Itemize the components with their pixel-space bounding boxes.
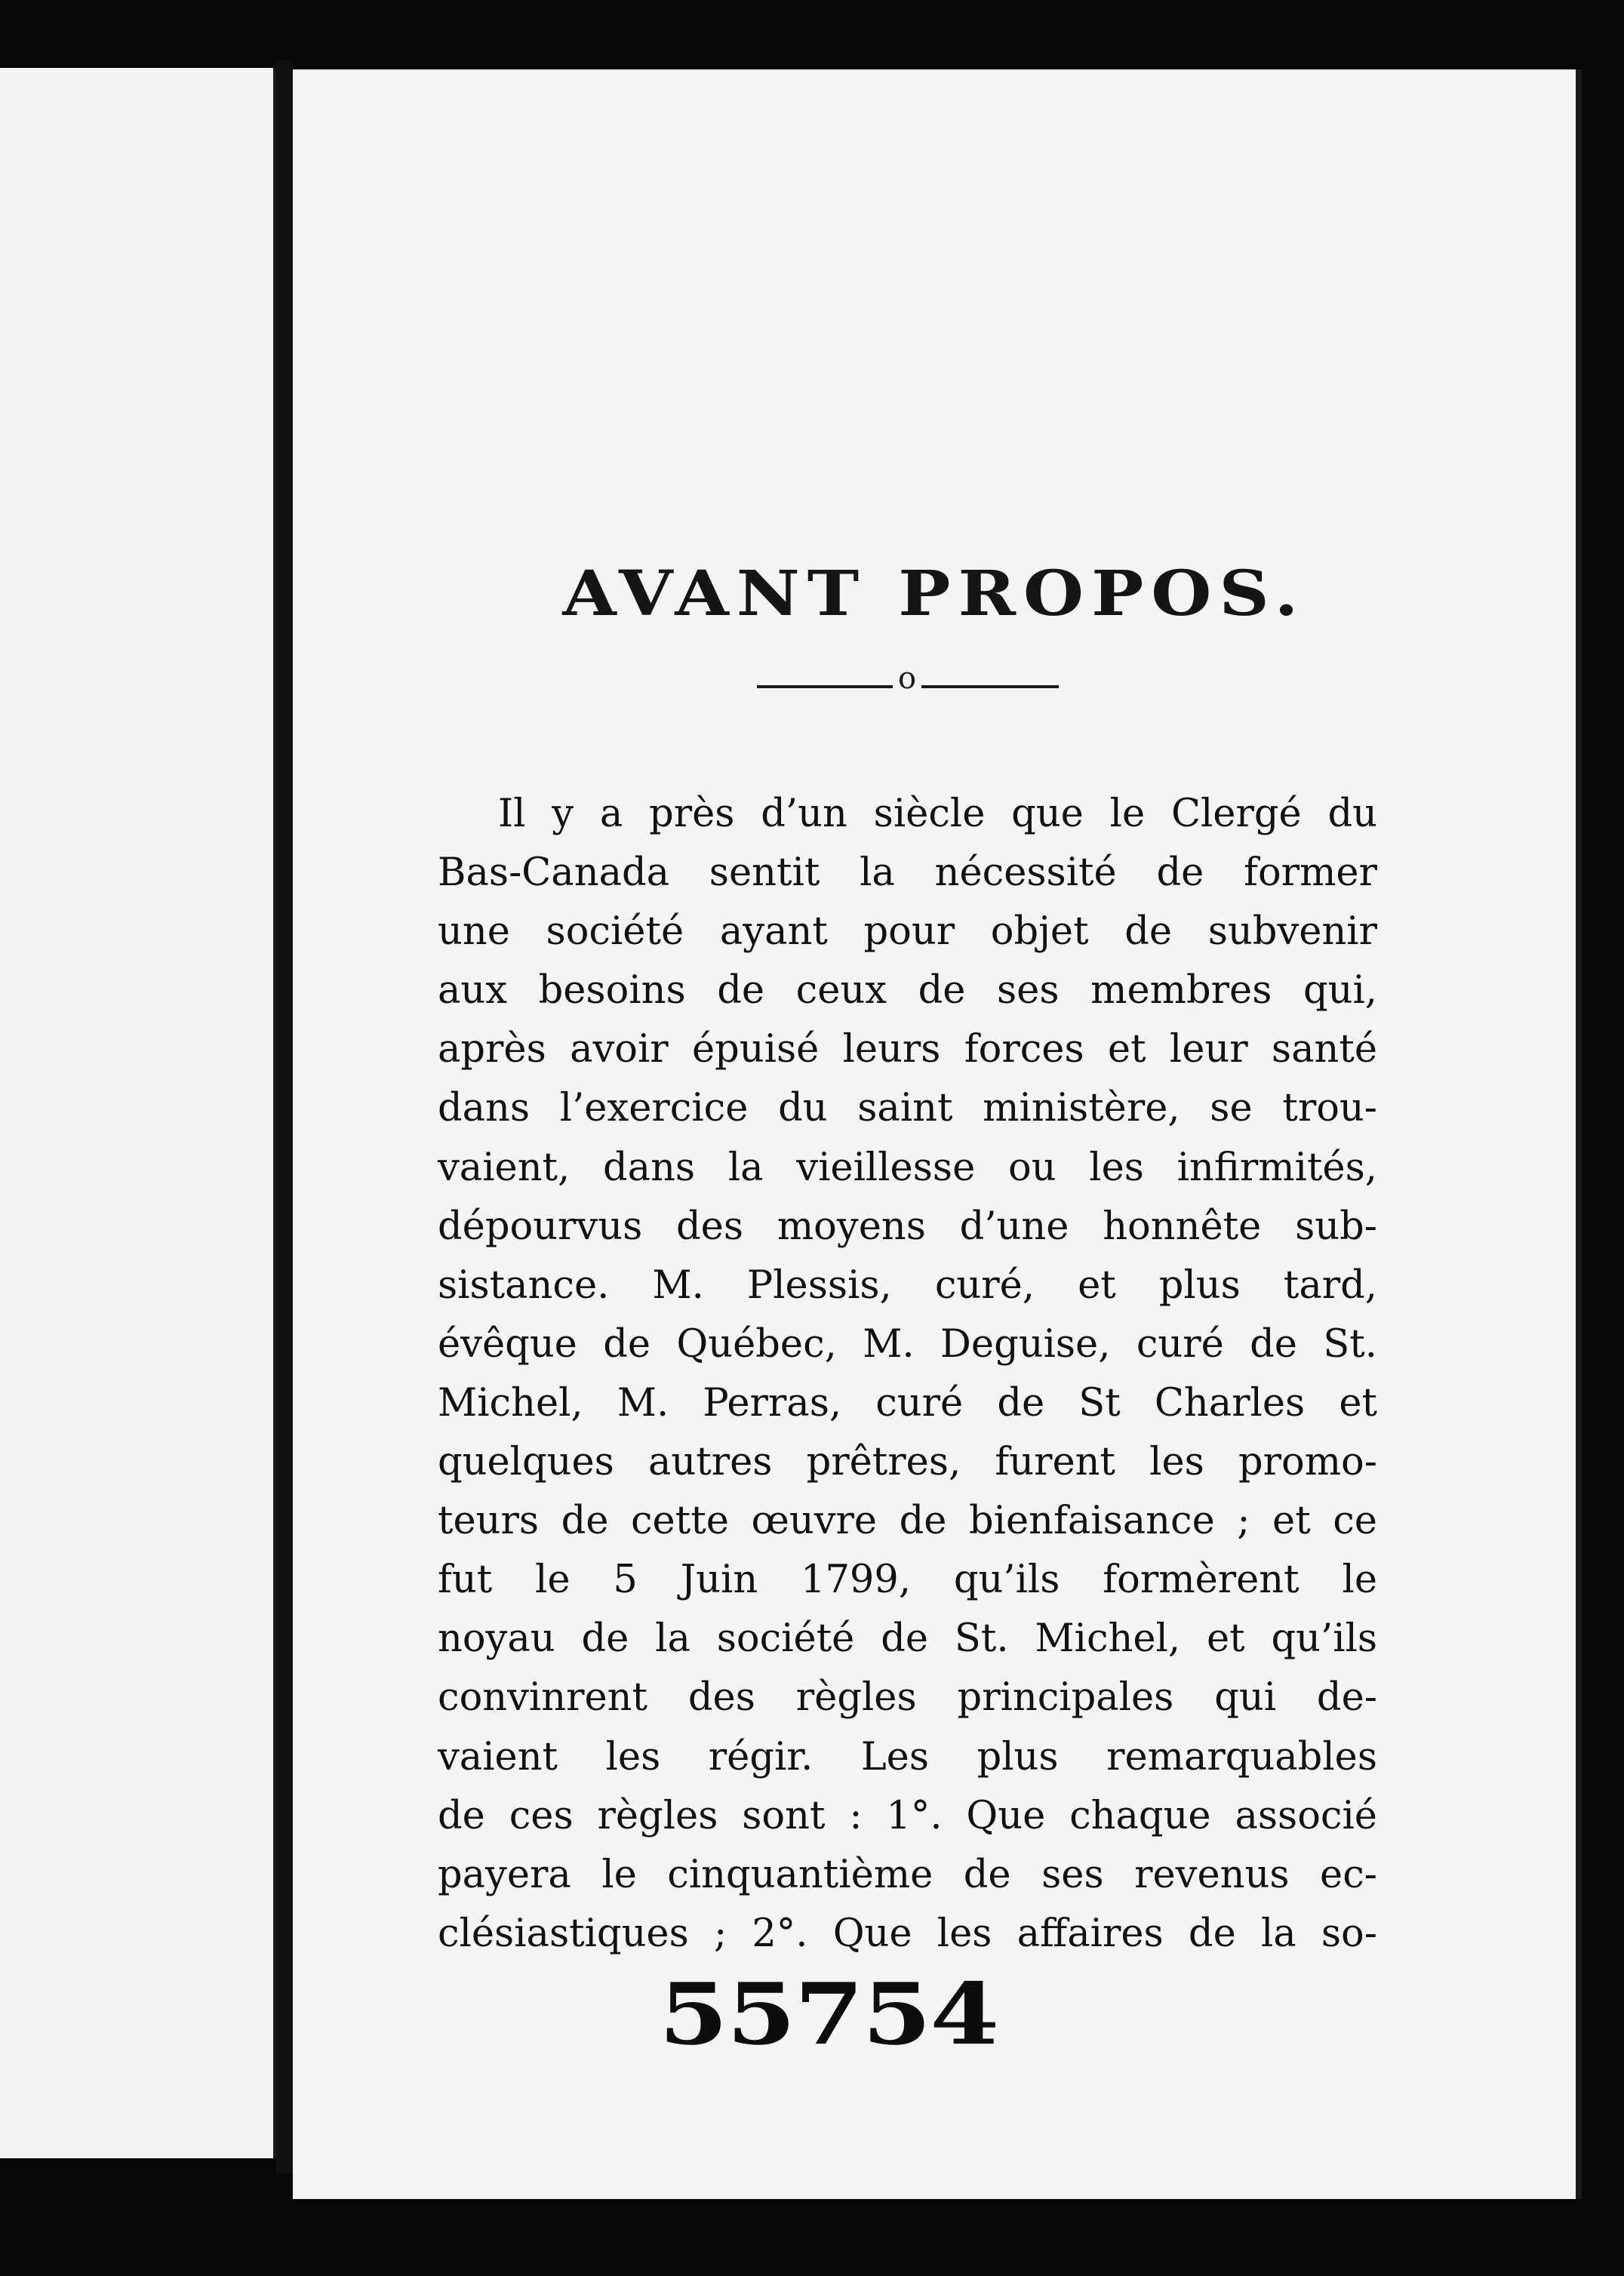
text-line: clésiastiques ; 2°. Que les affaires de la so- (438, 1911, 1377, 1956)
text-line: Il y a près d’un siècle que le Clergé du (498, 792, 1377, 836)
text-line: Michel, M. Perras, curé de St Charles et (438, 1380, 1377, 1426)
heading-divider (757, 661, 1059, 702)
text-line: vaient les régir. Les plus remarquables (438, 1734, 1377, 1779)
catalog-number: 55754 (659, 1964, 998, 2065)
text-line: évêque de Québec, M. Deguise, curé de St. (438, 1321, 1377, 1367)
right-page (293, 69, 1582, 2199)
text-line: payera le cinquantième de ses revenus ec- (438, 1852, 1377, 1897)
text-line: aux besoins de ceux de ses membres qui, (438, 968, 1377, 1013)
book-gutter (276, 60, 293, 2173)
text-line: dépourvus des moyens d’une honnête sub- (438, 1204, 1377, 1249)
divider-ornament: o (897, 661, 917, 696)
text-line: convinrent des règles principales qui de- (438, 1675, 1377, 1721)
text-line: dans l’exercice du saint ministère, se trou- (438, 1086, 1377, 1131)
body-paragraph (438, 785, 1377, 1964)
text-line: sistance. M. Plessis, curé, et plus tard, (438, 1263, 1377, 1308)
text-line: Bas-Canada sentit la nécessité de former (438, 850, 1377, 896)
text-line: une société ayant pour objet de subvenir (438, 909, 1377, 955)
text-line: fut le 5 Juin 1799, qu’ils formèrent le (438, 1558, 1377, 1603)
divider-rule-right (921, 685, 1059, 688)
left-blank-page (0, 68, 276, 2158)
text-line: noyau de la société de St. Michel, et qu’ils (438, 1616, 1377, 1662)
divider-rule-left (757, 685, 893, 688)
text-line: quelques autres prêtres, furent les promo- (438, 1440, 1377, 1485)
text-line: vaient, dans la vieillesse ou les infirmités, (438, 1145, 1377, 1190)
page-heading: AVANT PROPOS. (562, 556, 1306, 630)
text-line: teurs de cette œuvre de bienfaisance ; et ce (438, 1499, 1377, 1544)
text-line: après avoir épuisé leurs forces et leur santé (438, 1027, 1377, 1072)
text-line: de ces règles sont : 1°. Que chaque associé (438, 1793, 1377, 1838)
